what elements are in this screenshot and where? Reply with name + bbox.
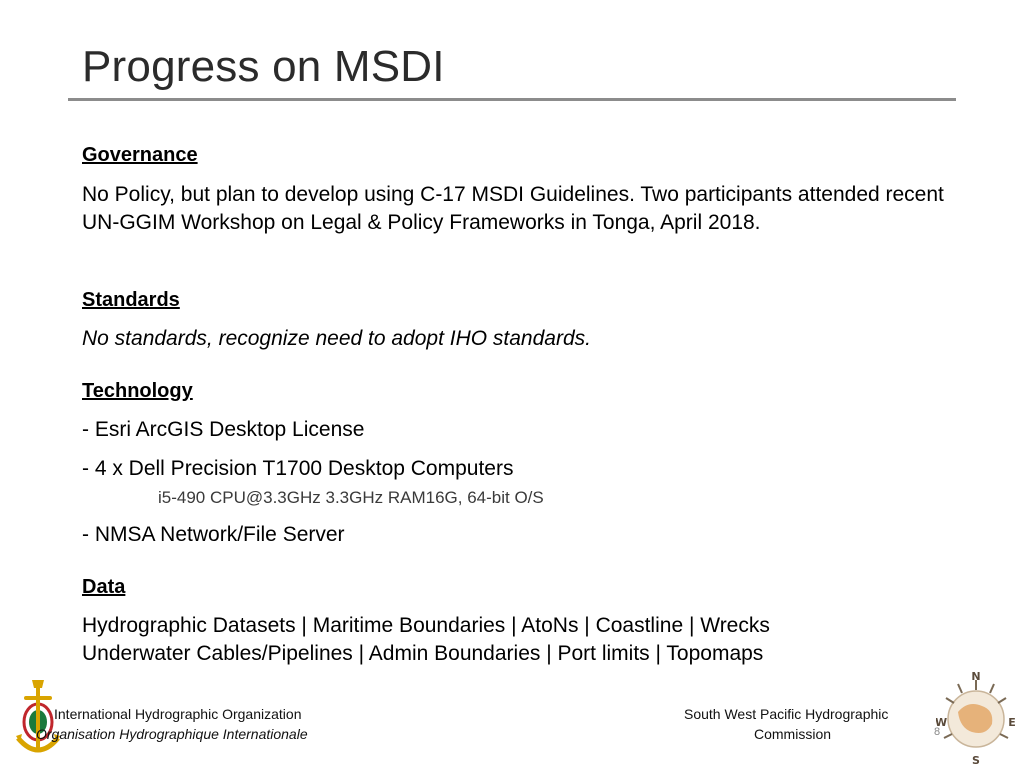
technology-computer-spec: i5-490 CPU@3.3GHz 3.3GHz RAM16G, 64-bit O/S bbox=[158, 488, 544, 507]
technology-item-server: - NMSA Network/File Server bbox=[82, 523, 345, 546]
standards-text: No standards, recognize need to adopt IHO standards. bbox=[82, 327, 591, 350]
page-number: 8 bbox=[934, 726, 941, 738]
iho-name-english: International Hydrographic Organization bbox=[54, 706, 302, 722]
technology-heading: Technology bbox=[82, 380, 193, 402]
compass-south-label: S bbox=[972, 754, 980, 766]
swphc-name-line2: Commission bbox=[754, 726, 832, 742]
compass-east-label: E bbox=[1008, 716, 1016, 729]
iho-name-french: Organisation Hydrographique Internationale bbox=[36, 726, 308, 742]
compass-west-label: W bbox=[936, 716, 948, 729]
slide-title: Progress on MSDI bbox=[82, 42, 445, 91]
swphc-name-line1: South West Pacific Hydrographic bbox=[684, 706, 889, 722]
governance-heading: Governance bbox=[82, 144, 198, 166]
data-line-2: Underwater Cables/Pipelines | Admin Boundaries | Port limits | Topomaps bbox=[82, 642, 764, 665]
governance-text: No Policy, but plan to develop using C-17 MSDI Guidelines. Two participants attended recent UN-GGIM Workshop on Legal & Policy Frameworks in Tonga, April 2018. bbox=[82, 183, 944, 234]
swphc-compass-logo bbox=[936, 672, 1016, 766]
standards-heading: Standards bbox=[82, 289, 180, 311]
data-heading: Data bbox=[82, 576, 126, 598]
technology-item-arcgis: - Esri ArcGIS Desktop License bbox=[82, 418, 365, 441]
data-line-1: Hydrographic Datasets | Maritime Boundaries | AtoNs | Coastline | Wrecks bbox=[82, 614, 770, 637]
compass-north-label: N bbox=[971, 672, 981, 683]
technology-item-computers: - 4 x Dell Precision T1700 Desktop Computers bbox=[82, 457, 514, 480]
title-divider bbox=[68, 98, 956, 101]
